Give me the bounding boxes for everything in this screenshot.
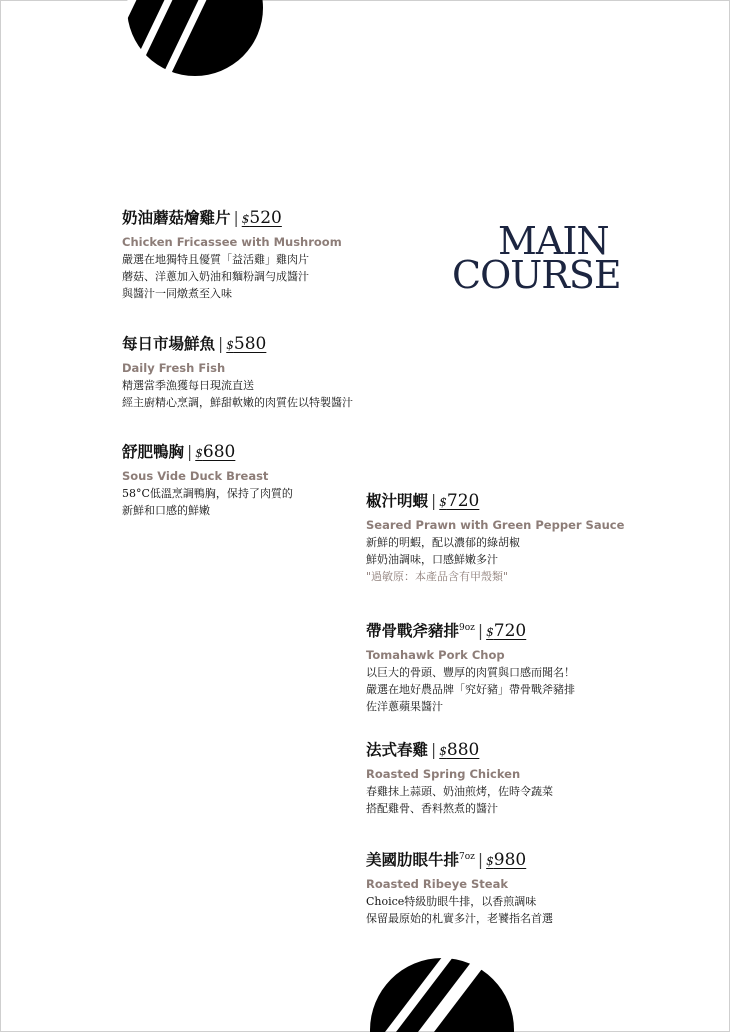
dish-name-en: Roasted Ribeye Steak — [366, 877, 509, 892]
dish-name-zh: 美國肋眼牛排 — [366, 850, 460, 870]
dish-price: $880 — [439, 740, 480, 760]
dish-title: 舒肥鴨胸 | $680 — [122, 442, 236, 462]
dish-name-zh: 椒汁明蝦 — [366, 491, 429, 510]
dish-description: Choice特級肋眼牛排，以香煎調味 保留最原始的札實多汁，老饕指名首選 — [366, 895, 553, 926]
dish-chicken-fricassee — [122, 207, 342, 302]
heading-line-1: MAIN — [498, 219, 609, 263]
dish-description: 嚴選在地獨特且優質「益活雞」雞肉片 蘑菇、洋蔥加入奶油和麵粉調勻成醬汁 與醬汁一同燉煮至入味 — [122, 253, 309, 300]
dish-price: $720 — [486, 621, 527, 642]
dish-name-en: Tomahawk Pork Chop — [366, 648, 505, 663]
dish-seared-prawn — [366, 490, 624, 585]
allergen-note: "過敏原：本產品含有甲殼類" — [366, 570, 509, 583]
dish-description: 精選當季漁獲每日現流直送 經主廚精心烹調，鮮甜軟嫩的肉質佐以特製醬汁 — [122, 379, 353, 409]
dish-name-zh: 舒肥鴨胸 — [122, 442, 185, 461]
dish-name-zh: 法式春雞 — [366, 740, 429, 759]
dish-name-zh: 帶骨戰斧豬排 — [366, 621, 460, 641]
decorative-circle-top — [110, 0, 280, 76]
dish-sous-vide-duck — [122, 441, 293, 519]
dish-title: 帶骨戰斧豬排$^{9oz}$ | $720 — [366, 621, 527, 642]
dish-description: 春雞抹上蒜頭、奶油煎烤，佐時令蔬菜 搭配雞骨、香料熬煮的醬汁 — [366, 785, 553, 815]
dish-price: $520 — [241, 208, 282, 228]
main-course-heading — [452, 219, 622, 297]
dish-price: $980 — [486, 850, 527, 871]
dish-name-en: Sous Vide Duck Breast — [122, 469, 269, 483]
dish-weight: 9oz — [459, 623, 475, 633]
decorative-circle-bottom — [360, 950, 530, 1032]
dish-price: $580 — [226, 334, 267, 354]
dish-title: 椒汁明蝦 | $720 — [366, 491, 480, 511]
dish-daily-fresh-fish — [122, 333, 353, 411]
dish-ribeye-steak — [366, 846, 553, 927]
dish-name-en: Roasted Spring Chicken — [366, 767, 521, 781]
dish-name-zh: 每日市場鮮魚 — [122, 334, 216, 353]
dish-weight: 7oz — [459, 852, 475, 862]
dish-description: 新鮮的明蝦，配以濃郁的綠胡椒 鮮奶油調味，口感鮮嫩多汁 — [366, 536, 520, 566]
dish-name-en: Daily Fresh Fish — [122, 361, 226, 375]
dish-title: 法式春雞 | $880 — [366, 740, 480, 760]
dish-title: 奶油蘑菇燴雞片 | $520 — [122, 208, 282, 228]
heading-line-2: COURSE — [452, 253, 621, 297]
dish-title: 每日市場鮮魚 | $580 — [122, 334, 267, 354]
dish-tomahawk-pork-chop — [366, 617, 575, 715]
dish-price: $680 — [195, 442, 236, 462]
dish-description: 以巨大的骨頭、豐厚的肉質與口感而聞名！ 嚴選在地好農品牌「究好豬」帶骨戰斧豬排 佐洋蔥蘋果醬汁 — [366, 666, 575, 714]
dish-name-zh: 奶油蘑菇燴雞片 — [122, 208, 231, 227]
dish-name-en: Seared Prawn with Green Pepper Sauce — [366, 518, 625, 532]
dish-roasted-spring-chicken — [366, 739, 553, 817]
dish-name-en: Chicken Fricassee with Mushroom — [122, 235, 342, 249]
dish-price: $720 — [439, 491, 480, 511]
dish-description: 58°C低溫烹調鴨胸，保持了肉質的 新鮮和口感的鮮嫩 — [122, 487, 293, 517]
dish-title: 美國肋眼牛排$^{7oz}$ | $980 — [366, 850, 527, 871]
